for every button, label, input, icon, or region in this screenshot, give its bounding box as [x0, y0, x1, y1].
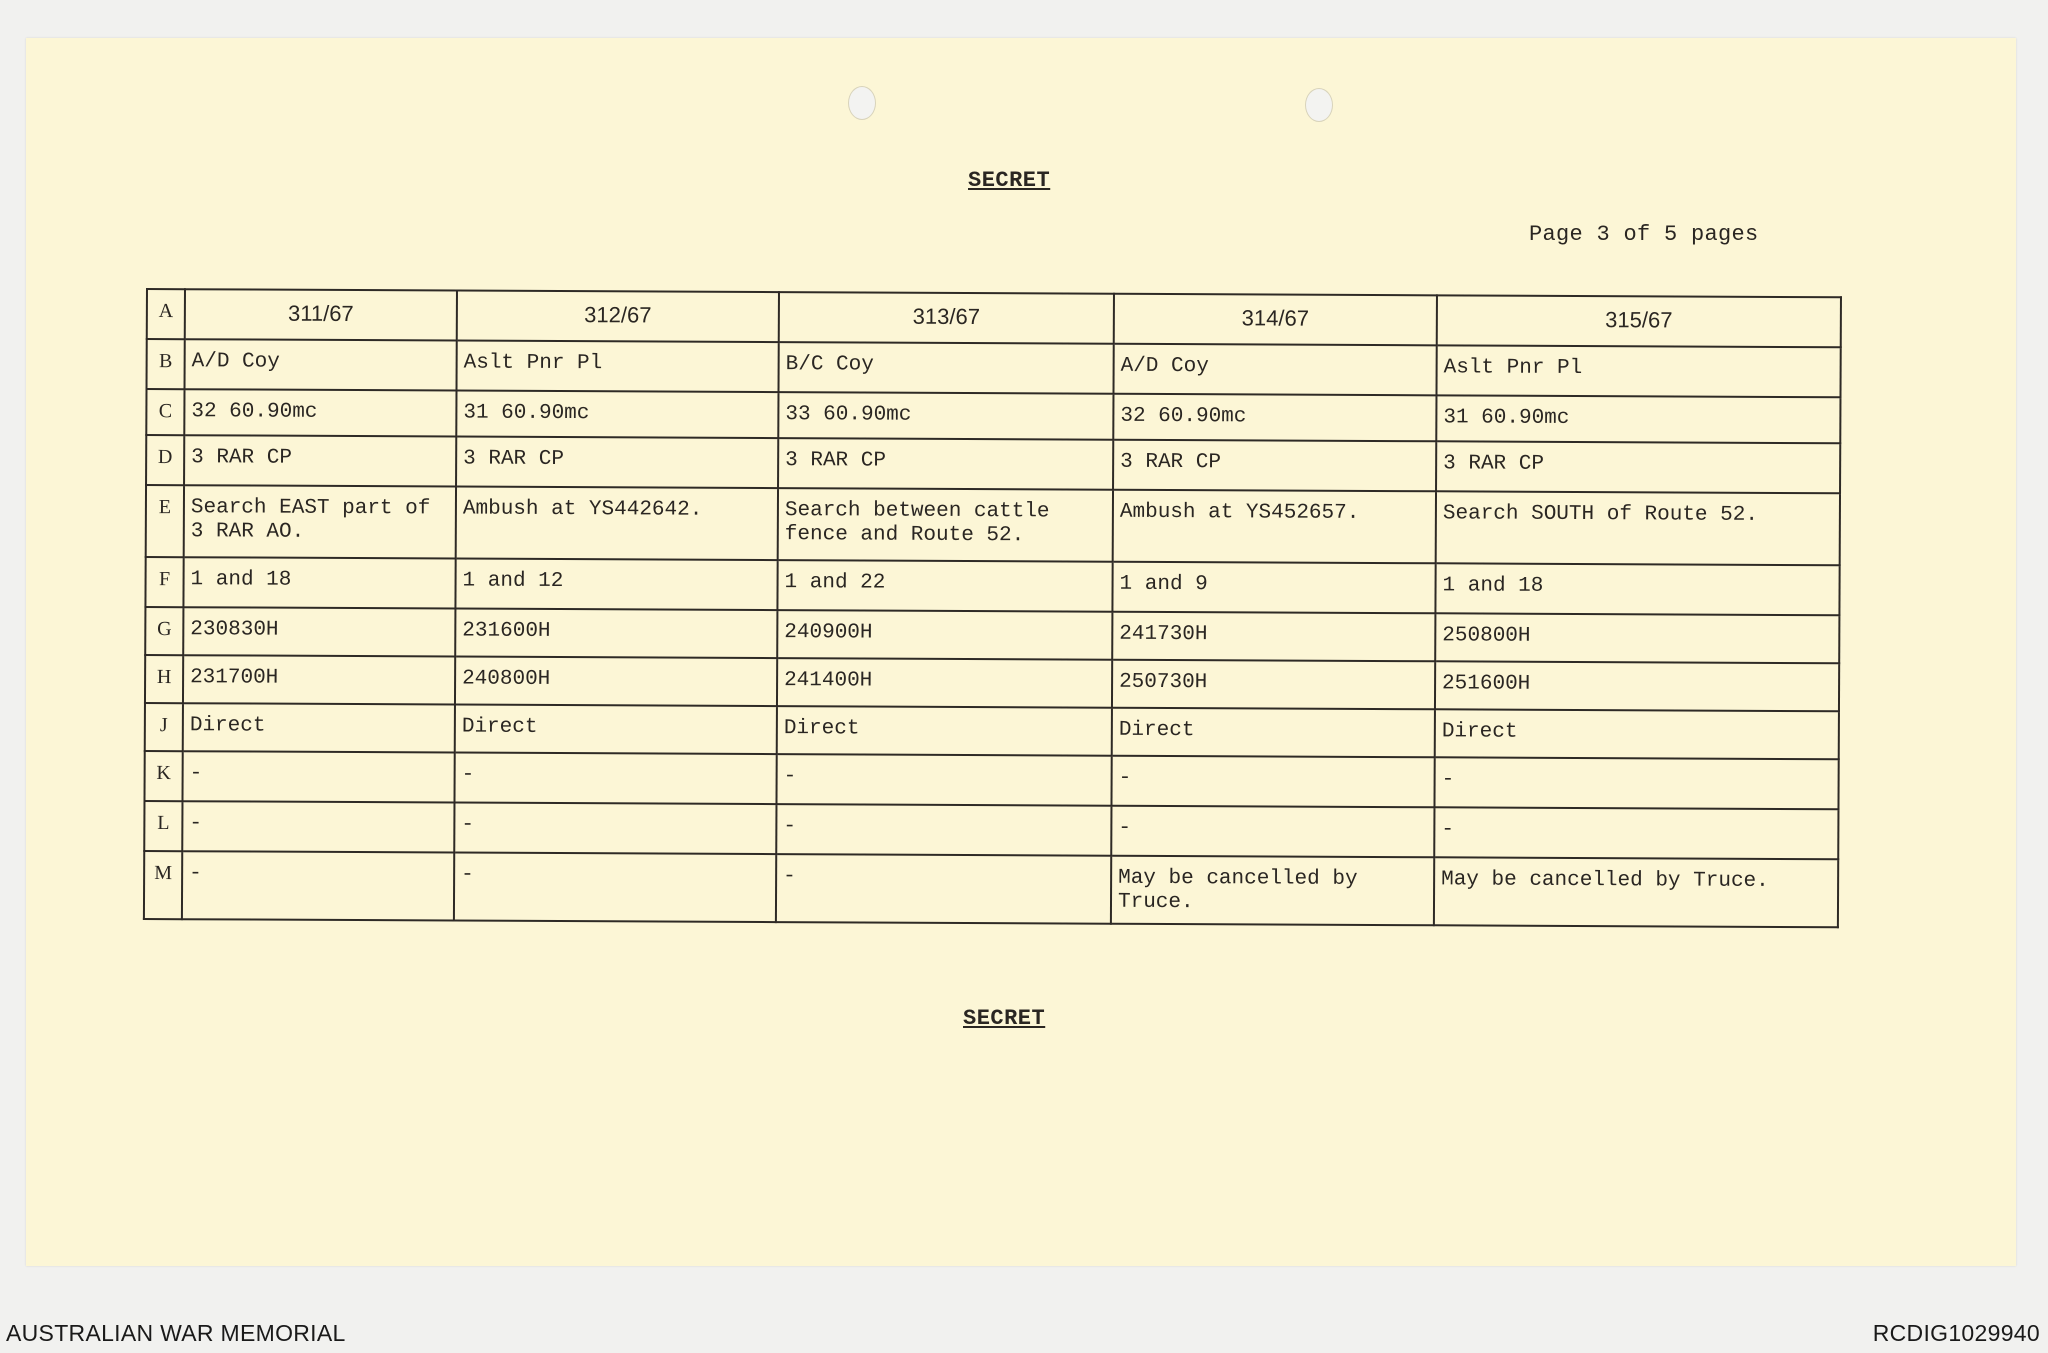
classification-footer: SECRET [963, 1006, 1046, 1031]
row-letter-cell: J [145, 703, 183, 751]
table-cell: - [454, 753, 776, 805]
table-cell: 3 RAR CP [456, 437, 778, 489]
table-cell: 1 and 12 [455, 559, 777, 611]
document-page [26, 38, 2016, 1266]
table-row [145, 655, 1839, 711]
table-cell: - [182, 851, 454, 921]
row-letter-cell: E [146, 485, 184, 557]
table-cell: 241400H [777, 658, 1112, 708]
table-cell: 33 60.90mc [778, 392, 1113, 440]
table-cell: Direct [455, 705, 777, 755]
punch-hole-right [1305, 88, 1333, 122]
table-cell: Ambush at YS452657. [1113, 490, 1436, 564]
column-code-cell: 313/67 [779, 292, 1114, 344]
column-code-cell: 315/67 [1437, 295, 1841, 347]
table-row [146, 485, 1840, 565]
table-cell: 3 RAR CP [184, 435, 456, 486]
punch-hole-left [848, 86, 876, 120]
table-cell: - [776, 804, 1111, 856]
table-cell: Aslt Pnr Pl [1436, 345, 1840, 397]
table-cell: - [1434, 757, 1838, 809]
table-cell: B/C Coy [778, 342, 1113, 394]
table-cell: Direct [1112, 708, 1435, 758]
table-cell: 241730H [1112, 612, 1435, 662]
table-cell: 31 60.90mc [1436, 395, 1840, 443]
table-cell: 1 and 18 [1435, 563, 1839, 615]
table-cell: - [454, 803, 776, 855]
table-cell: Direct [777, 706, 1112, 756]
table-cell: 251600H [1435, 661, 1839, 711]
row-letter-cell: F [145, 557, 183, 607]
table-cell: - [1111, 756, 1434, 808]
table-cell: Direct [183, 703, 455, 752]
table-cell: A/D Coy [185, 339, 457, 390]
table-cell: 1 and 22 [777, 560, 1112, 612]
patrol-record-table [143, 288, 1842, 929]
row-letter-cell: K [144, 751, 182, 801]
table-row [145, 703, 1839, 759]
table-cell: 1 and 9 [1112, 562, 1435, 614]
table-cell: 231600H [455, 609, 777, 659]
row-letter-cell: H [145, 655, 183, 703]
row-letter-cell: C [146, 389, 184, 435]
table-cell: 250800H [1435, 613, 1839, 663]
row-letter-cell: G [145, 607, 183, 655]
row-letter-cell: B [147, 339, 185, 389]
table-cell: 1 and 18 [183, 557, 455, 608]
table-row [144, 851, 1838, 928]
table-cell: Aslt Pnr Pl [457, 341, 779, 393]
table-cell: 32 60.90mc [184, 389, 456, 436]
table-row [146, 435, 1840, 493]
row-letter-cell: L [144, 801, 182, 851]
column-code-cell: 314/67 [1114, 294, 1437, 346]
archive-identifier: RCDIG1029940 [1872, 1320, 2040, 1346]
classification-header: SECRET [968, 168, 1051, 193]
table-row [147, 339, 1841, 397]
table-cell: - [1111, 806, 1434, 858]
table-cell: - [454, 853, 776, 923]
table-row [144, 801, 1838, 859]
table-cell: 230830H [183, 607, 455, 656]
table-cell: 3 RAR CP [1113, 440, 1436, 492]
table-cell: May be cancelled by Truce. [1111, 856, 1434, 926]
table-cell: - [1434, 807, 1838, 859]
table-cell: May be cancelled by Truce. [1434, 857, 1838, 927]
table-cell: Search EAST part of 3 RAR AO. [184, 485, 456, 558]
table-row [144, 751, 1838, 809]
table-cell: 250730H [1112, 660, 1435, 710]
table-cell: Direct [1435, 709, 1839, 759]
table-cell: 231700H [183, 655, 455, 704]
column-code-cell: 312/67 [457, 291, 779, 343]
archive-credit: AUSTRALIAN WAR MEMORIAL [6, 1320, 346, 1346]
page-number-label: Page 3 of 5 pages [1529, 222, 1759, 247]
table-cell: 31 60.90mc [456, 391, 778, 439]
table-row [145, 607, 1839, 663]
table-row [147, 289, 1841, 347]
table-row [146, 389, 1840, 443]
table-cell: Search between cattle fence and Route 52. [778, 488, 1113, 562]
table-cell: - [776, 854, 1111, 924]
table-row [145, 557, 1839, 615]
table-cell: 240800H [455, 657, 777, 707]
table-cell: - [182, 751, 454, 802]
table-cell: Ambush at YS442642. [456, 487, 778, 561]
column-code-cell: 311/67 [185, 289, 457, 340]
table-cell: A/D Coy [1113, 344, 1436, 396]
table-cell: 240900H [777, 610, 1112, 660]
table-cell: 3 RAR CP [778, 438, 1113, 490]
row-letter-cell: A [147, 289, 185, 339]
table-cell: - [776, 754, 1111, 806]
table-cell: - [182, 801, 454, 852]
table-cell: 3 RAR CP [1436, 441, 1840, 493]
table-cell: Search SOUTH of Route 52. [1436, 491, 1840, 565]
row-letter-cell: M [144, 851, 182, 919]
table-cell: 32 60.90mc [1113, 394, 1436, 442]
row-letter-cell: D [146, 435, 184, 485]
